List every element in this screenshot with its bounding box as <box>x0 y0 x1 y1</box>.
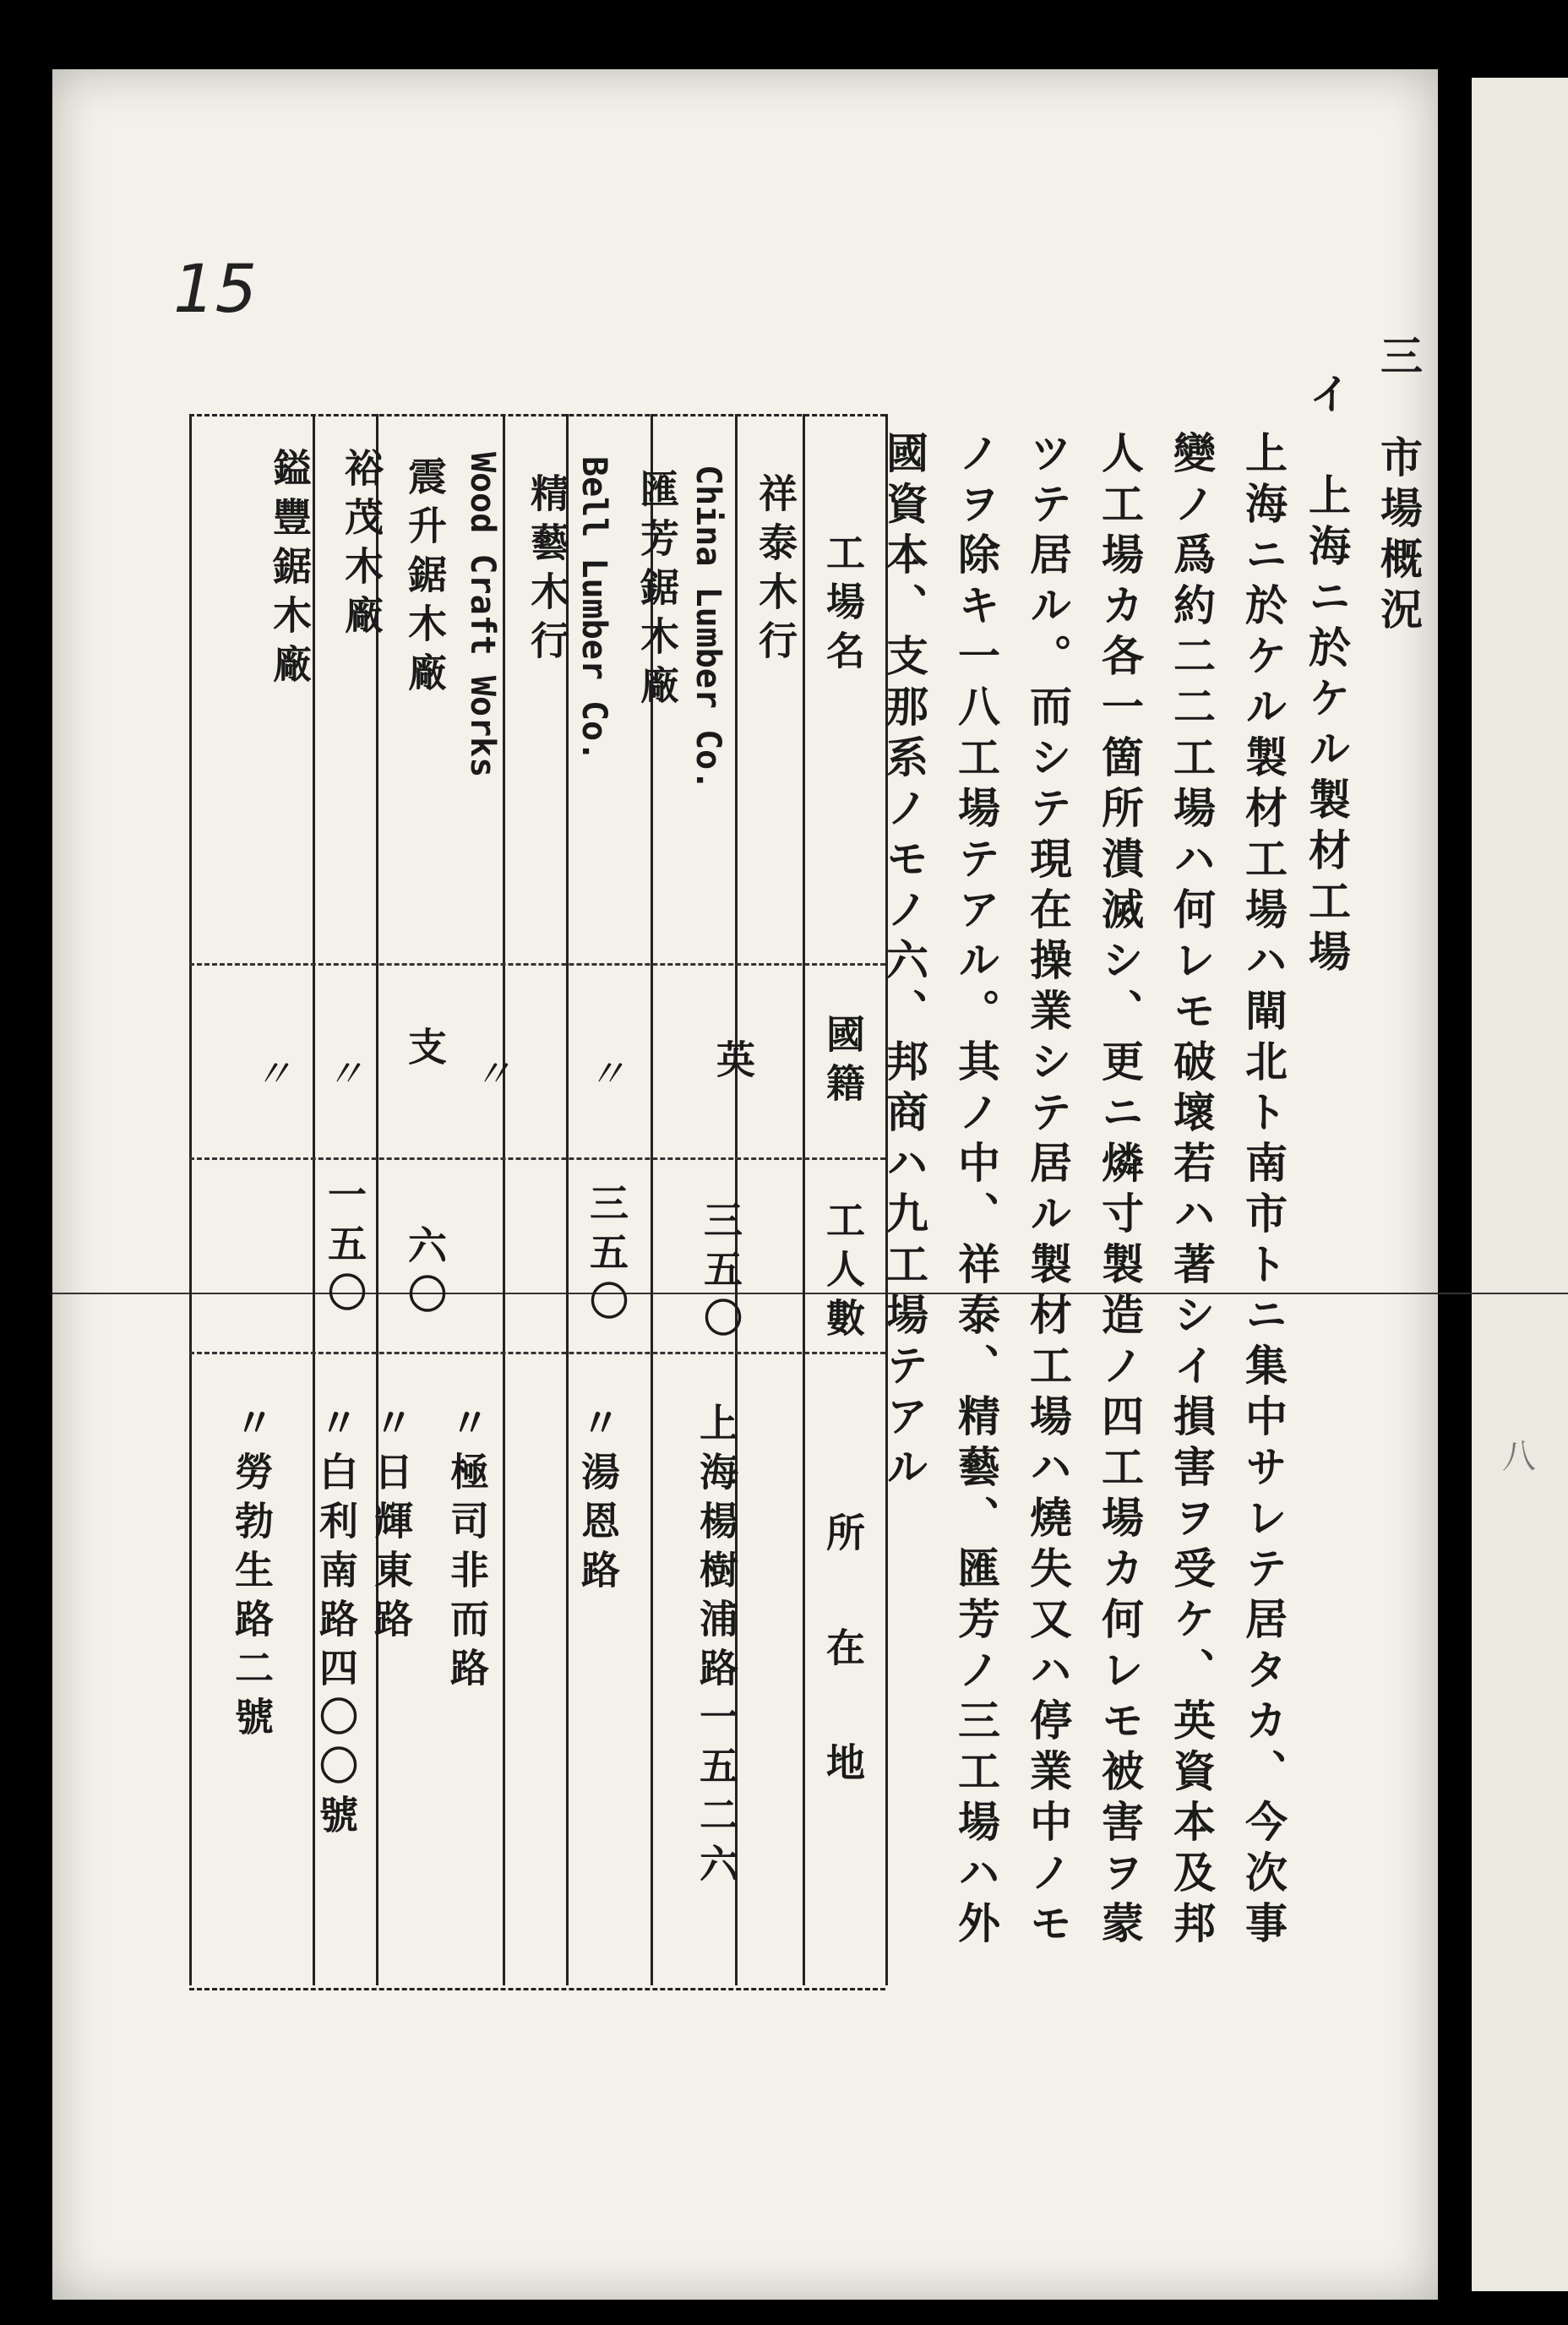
header-nationality: 國籍 <box>820 1014 866 1112</box>
row-5-name: 裕茂木廠 <box>339 448 384 644</box>
column-divider-3 <box>189 1352 885 1354</box>
subsection-heading: イ 上海ニ於ケル製材工場 <box>1302 372 1352 980</box>
header-workers: 工人數 <box>820 1200 866 1347</box>
header-location: 所在地 <box>820 1512 866 1857</box>
row-6-name: 鎰豐鋸木廠 <box>267 448 313 693</box>
body-column-3: 人工場カ各一箇所潰滅シ、更ニ燐寸製造ノ四工場カ何レモ被害ヲ蒙 <box>1095 431 1145 1952</box>
row-5-nationality: 〃 <box>325 1051 364 1097</box>
row-2-location: 〃湯恩路 <box>575 1402 621 1598</box>
body-column-1: 上海ニ於ケル製材工場ハ閘北ト南市トニ集中サレテ居タカ、今次事 <box>1239 431 1288 1952</box>
table-border-right <box>885 414 888 1985</box>
body-column-6: 國資本、支那系ノモノ六、邦商ハ九工場テアル <box>879 431 929 1495</box>
table-border-left <box>189 414 192 1985</box>
section-heading: 三 市場概況 <box>1374 334 1424 638</box>
header-name: 工場名 <box>820 532 866 679</box>
row-5-location: 〃白利南路四〇〇號 <box>313 1402 359 1843</box>
row-4-location: 〃日輝東路 <box>368 1402 414 1647</box>
row-3-nationality: 〃 <box>473 1051 512 1097</box>
column-divider-1 <box>189 963 885 966</box>
row-divider-4 <box>503 414 505 1985</box>
row-4-workers: 六〇 <box>402 1225 448 1323</box>
row-3-location: 〃極司非而路 <box>444 1402 490 1696</box>
row-1-nationality: 英 <box>710 1039 756 1088</box>
row-2-nationality: 〃 <box>587 1051 626 1097</box>
row-2-workers: 三五〇 <box>584 1183 629 1330</box>
adjacent-page-edge <box>1472 78 1568 2291</box>
row-3-name: 精藝木行 <box>525 473 570 669</box>
row-3-name-en: Wood Craft Works <box>463 452 502 778</box>
row-1-name-en: China Lumber Co. <box>689 465 727 791</box>
row-6-location: 〃勞勃生路二號 <box>229 1402 275 1745</box>
row-4-name: 震升鋸木廠 <box>402 456 448 701</box>
row-2-name: 匯芳鋸木廠 <box>634 469 680 714</box>
row-divider-5 <box>376 414 378 1985</box>
row-1-location: 上海楊樹浦路一五二六 <box>694 1402 739 1892</box>
page-number: 15 <box>173 252 258 328</box>
row-2-name-en: Bell Lumber Co. <box>574 456 613 762</box>
row-6-nationality: 〃 <box>253 1051 292 1097</box>
body-column-4: ツテ居ル。而シテ現在操業シテ居ル製材工場ハ燒失又ハ停業中ノモ <box>1023 431 1073 1952</box>
row-5-workers: 一五〇 <box>322 1174 368 1321</box>
body-column-5: ノヲ除キ一八工場テアル。其ノ中、祥泰、精藝、匯芳ノ三工場ハ外 <box>951 431 1001 1952</box>
row-1-workers: 三五〇 <box>698 1200 743 1347</box>
column-divider-2 <box>189 1157 885 1160</box>
row-4-nationality: 支 <box>402 1026 448 1075</box>
row-1-name: 祥泰木行 <box>753 473 798 669</box>
body-column-2: 變ノ爲約二二工場ハ何レモ破壞若ハ著シイ損害ヲ受ケ、英資本及邦 <box>1167 431 1217 1952</box>
adjacent-page-fragment: 八 <box>1502 1437 1536 1476</box>
